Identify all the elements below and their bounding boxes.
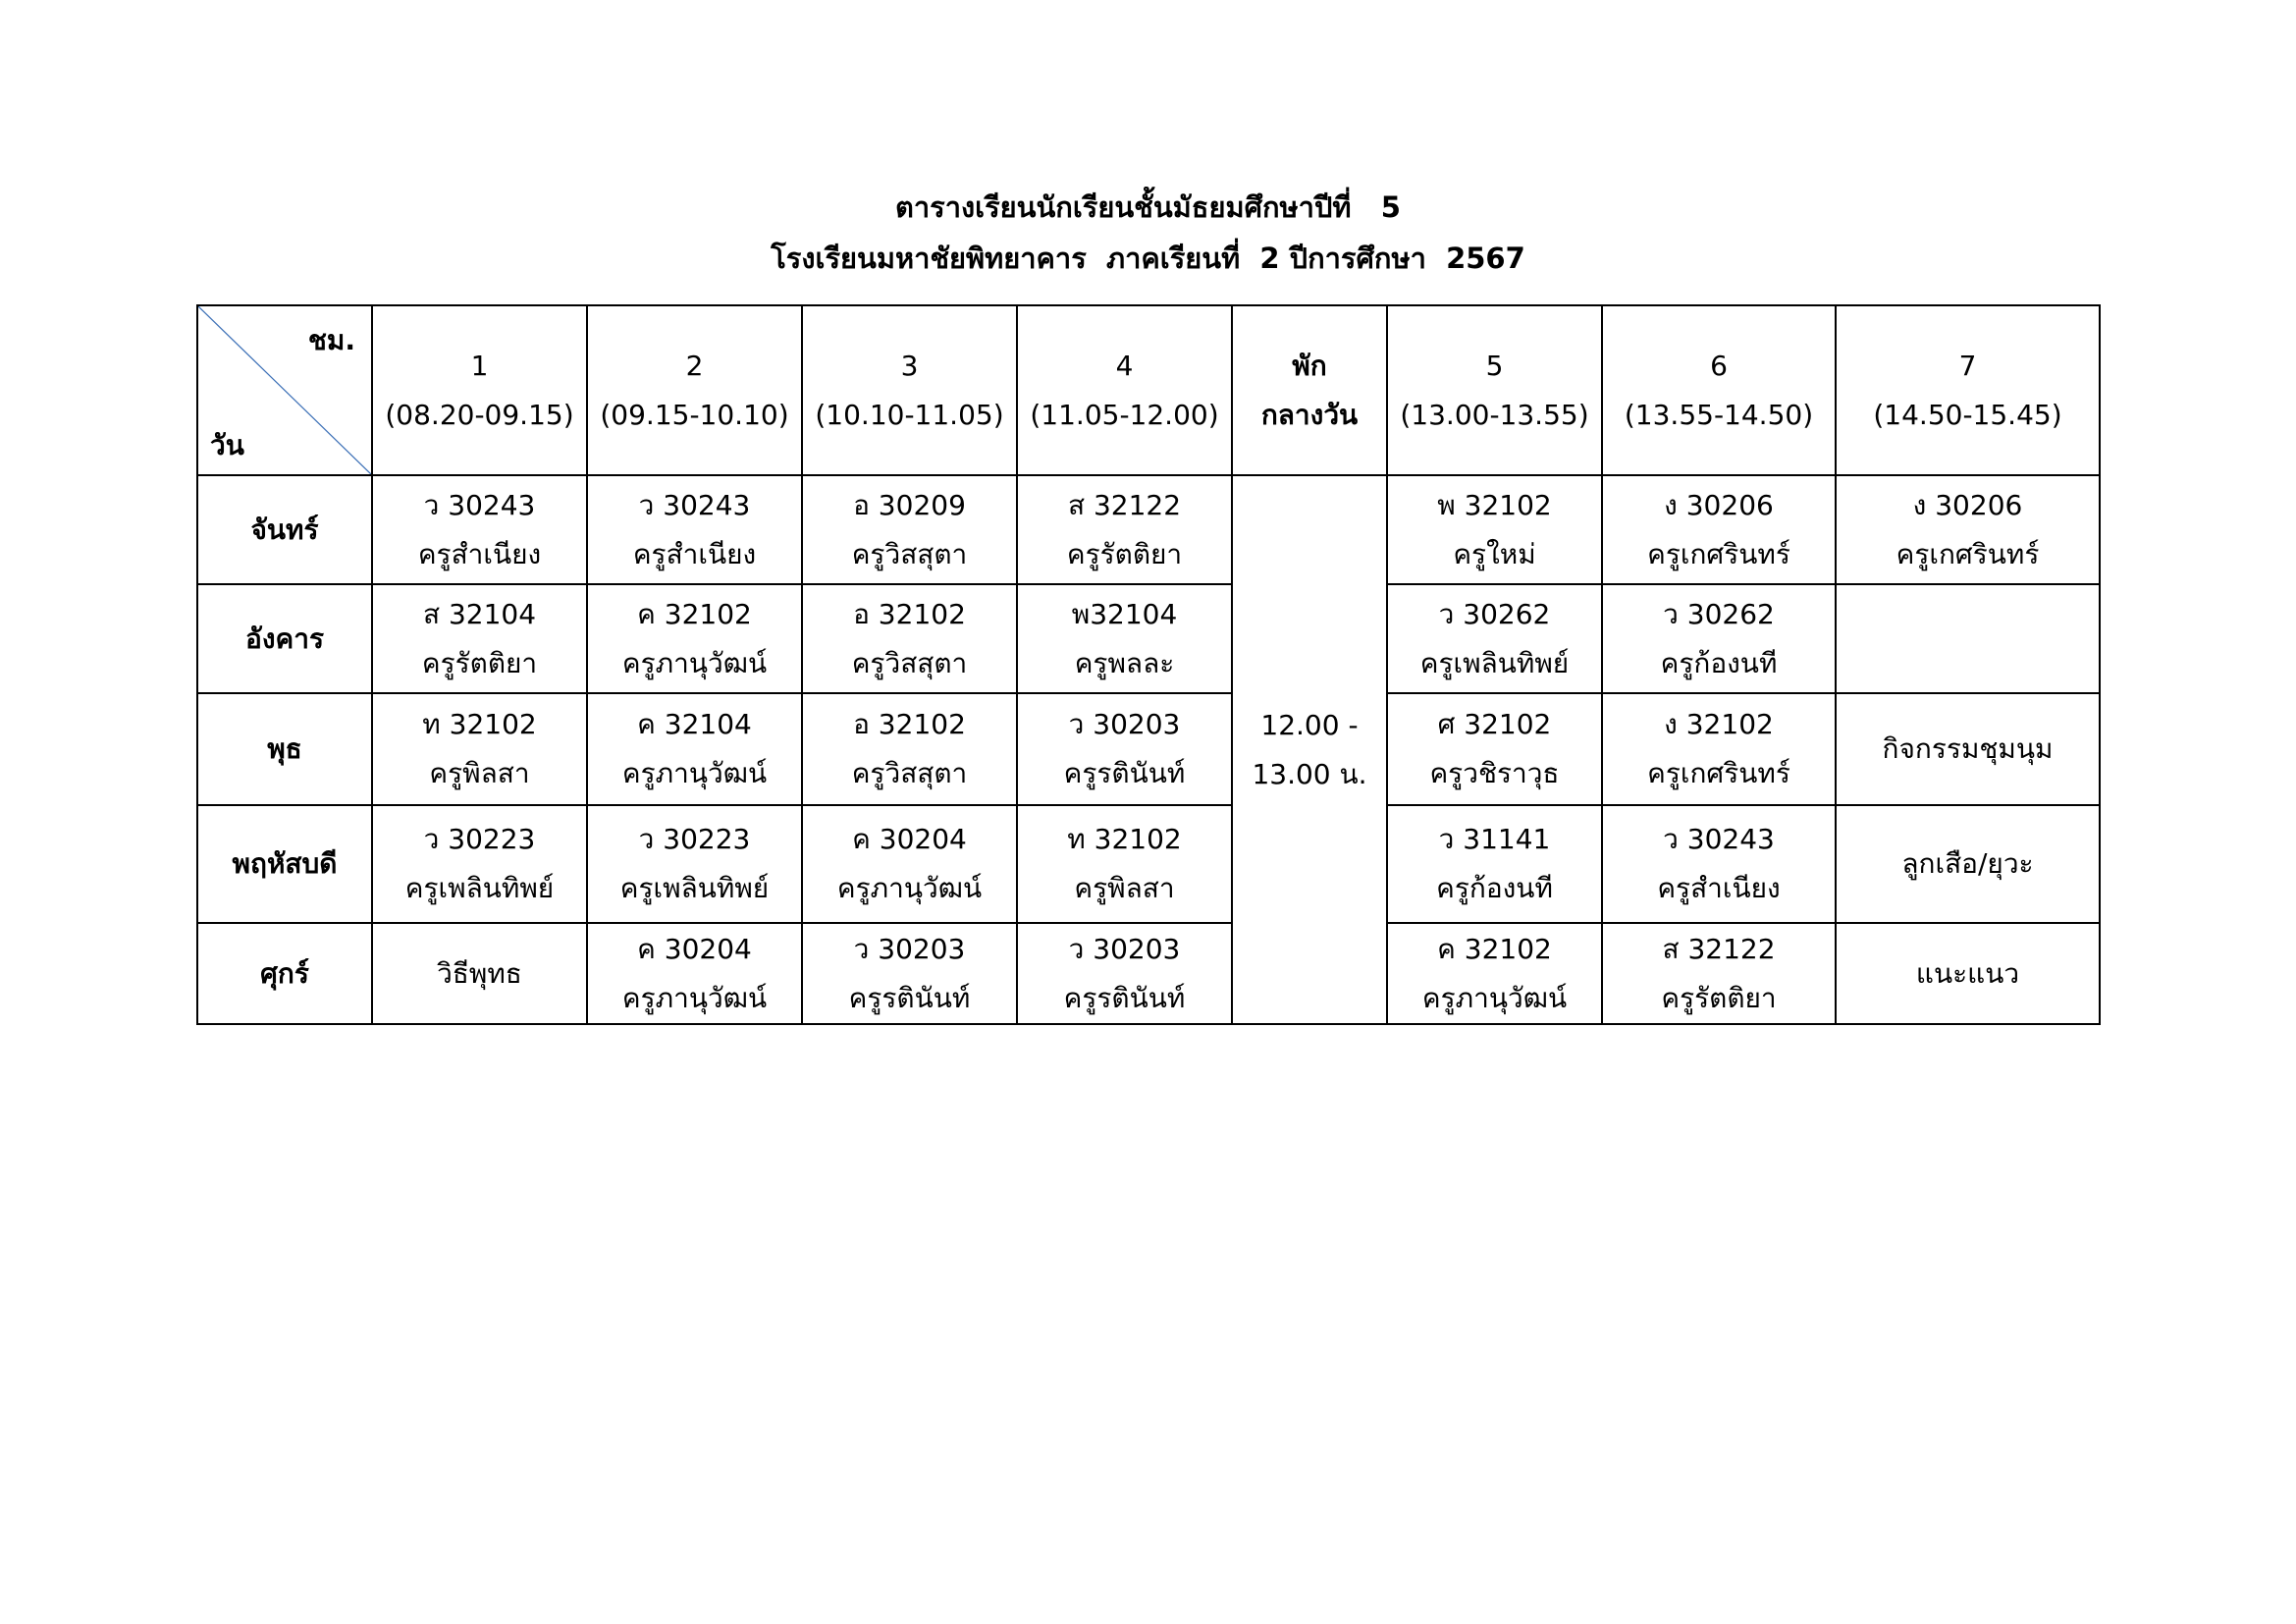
period-number: 2: [685, 349, 704, 382]
teacher-name: ครูสำเนียง: [1657, 872, 1781, 904]
day-label: พฤหัสบดี: [197, 805, 372, 923]
teacher-name: ครูใหม่: [1453, 537, 1536, 570]
class-cell: [1017, 584, 1232, 693]
class-cell-empty: [1836, 584, 2100, 693]
class-cell: [802, 475, 1017, 584]
subject-code: ท 32102: [422, 708, 537, 740]
day-row-friday: [197, 923, 2100, 1024]
subject-code: ว 30203: [1068, 708, 1181, 740]
teacher-name: ครูภานุวัฒน์: [1421, 981, 1568, 1014]
teacher-name: ครูพลละ: [1074, 646, 1175, 679]
day-row-thursday: [197, 805, 2100, 923]
teacher-name: ครูรตินันท์: [848, 981, 971, 1014]
teacher-name: ครูเพลินทิพย์: [404, 872, 555, 904]
timetable: [196, 304, 2101, 1025]
subject-code: ค 30204: [637, 932, 752, 965]
period-header-1: [372, 305, 587, 475]
period-header-3: [802, 305, 1017, 475]
teacher-name: ครูเกศรินทร์: [1647, 757, 1790, 789]
period-time: (11.05-12.00): [1030, 398, 1219, 431]
subject-code: ว 30262: [1663, 597, 1775, 630]
class-cell: [1017, 475, 1232, 584]
subject-code: อ 30209: [853, 488, 966, 521]
period-time: (10.10-11.05): [815, 398, 1004, 431]
subject-code: ว 30203: [853, 932, 966, 965]
subject-code: อ 32102: [853, 597, 966, 630]
subject-code: ง 30206: [1664, 488, 1774, 521]
subject-code: ส 32122: [1067, 488, 1182, 521]
teacher-name: ครูวชิราวุธ: [1429, 757, 1560, 789]
period-time: (13.55-14.50): [1624, 398, 1814, 431]
class-cell: [1387, 475, 1602, 584]
subject-code: ค 30204: [852, 823, 967, 855]
subject-code: ส 32122: [1662, 932, 1776, 965]
period-number: 7: [1958, 349, 1977, 382]
day-label: อังคาร: [197, 584, 372, 693]
class-cell: [1387, 584, 1602, 693]
class-cell: [802, 805, 1017, 923]
header-row: [197, 305, 2100, 475]
activity-name: วิธีพุทธ: [437, 956, 522, 990]
teacher-name: ครูพิลสา: [1074, 872, 1175, 904]
corner-header-cell: [197, 305, 372, 475]
teacher-name: ครูสำเนียง: [632, 537, 757, 570]
class-cell: [1387, 693, 1602, 805]
subject-code: ว 30223: [423, 823, 536, 855]
class-cell: [1602, 923, 1836, 1024]
class-cell: [372, 805, 587, 923]
class-cell: [1387, 805, 1602, 923]
period-header-4: [1017, 305, 1232, 475]
class-cell: [372, 584, 587, 693]
subject-code: ง 30206: [1912, 488, 2023, 521]
period-number: 1: [470, 349, 489, 382]
day-label: ศุกร์: [197, 923, 372, 1024]
class-cell: [1602, 584, 1836, 693]
class-cell: [802, 693, 1017, 805]
class-cell: [587, 923, 802, 1024]
teacher-name: ครูก้องนที: [1436, 872, 1553, 904]
teacher-name: ครูภานุวัฒน์: [836, 872, 983, 904]
teacher-name: ครูเพลินทิพย์: [1419, 646, 1570, 679]
subject-code: ค 32102: [1437, 932, 1552, 965]
teacher-name: ครูเกศรินทร์: [1647, 537, 1790, 570]
lunch-label-2: กลางวัน: [1260, 398, 1359, 431]
activity-cell: [1836, 693, 2100, 805]
activity-name: ลูกเสือ/ยุวะ: [1901, 847, 2034, 880]
day-label: พุธ: [197, 693, 372, 805]
day-row-monday: [197, 475, 2100, 584]
subject-code: ว 30243: [423, 488, 536, 521]
teacher-name: ครูเพลินทิพย์: [619, 872, 770, 904]
corner-hours-label: ชม.: [307, 324, 355, 356]
class-cell: [1836, 475, 2100, 584]
lunch-break-cell: [1232, 475, 1387, 1024]
teacher-name: ครูภานุวัฒน์: [621, 757, 768, 789]
teacher-name: ครูรัตติยา: [421, 646, 538, 679]
period-number: 4: [1115, 349, 1134, 382]
class-cell: [587, 805, 802, 923]
teacher-name: ครูภานุวัฒน์: [621, 646, 768, 679]
teacher-name: ครูรตินันท์: [1063, 981, 1186, 1014]
title-line-1: ตารางเรียนนักเรียนชั้นมัธยมศึกษาปีที่ 5: [895, 190, 1401, 224]
class-cell: [1387, 923, 1602, 1024]
class-cell: [372, 475, 587, 584]
period-time: (13.00-13.55): [1400, 398, 1589, 431]
class-cell: [1017, 693, 1232, 805]
lunch-label: พัก: [1292, 349, 1327, 382]
period-header-6: [1602, 305, 1836, 475]
subject-code: ค 32104: [637, 708, 752, 740]
period-time: (08.20-09.15): [385, 398, 574, 431]
subject-code: ส 32104: [422, 597, 537, 630]
teacher-name: ครูวิสสุตา: [851, 757, 968, 789]
class-cell: [802, 923, 1017, 1024]
class-cell: [1602, 475, 1836, 584]
day-row-wednesday: [197, 693, 2100, 805]
class-cell: [587, 475, 802, 584]
class-cell: [1602, 805, 1836, 923]
class-cell: [587, 584, 802, 693]
class-cell: [802, 584, 1017, 693]
subject-code: ว 30243: [1663, 823, 1775, 855]
teacher-name: ครูเกศรินทร์: [1896, 537, 2040, 570]
subject-code: อ 32102: [853, 708, 966, 740]
subject-code: ว 30262: [1438, 597, 1551, 630]
period-header-5: [1387, 305, 1602, 475]
corner-day-label: วัน: [210, 429, 244, 461]
teacher-name: ครูรตินันท์: [1063, 757, 1186, 789]
teacher-name: ครูภานุวัฒน์: [621, 981, 768, 1014]
activity-cell: [1836, 805, 2100, 923]
activity-cell: [372, 923, 587, 1024]
activity-name: กิจกรรมชุมนุม: [1882, 732, 2054, 765]
class-cell: [372, 693, 587, 805]
subject-code: ง 32102: [1664, 708, 1774, 740]
activity-cell: [1836, 923, 2100, 1024]
title-line-2: โรงเรียนมหาชัยพิทยาคาร ภาคเรียนที่ 2 ปีการศึกษา 2567: [771, 242, 1525, 275]
period-number: 3: [900, 349, 919, 382]
class-cell: [1602, 693, 1836, 805]
class-cell: [1017, 805, 1232, 923]
teacher-name: ครูรัตติยา: [1066, 537, 1183, 570]
teacher-name: ครูสำเนียง: [417, 537, 542, 570]
subject-code: ว 30243: [638, 488, 751, 521]
teacher-name: ครูรัตติยา: [1661, 981, 1777, 1014]
period-time: (14.50-15.45): [1873, 398, 2062, 431]
subject-code: ว 30203: [1068, 932, 1181, 965]
subject-code: ว 30223: [638, 823, 751, 855]
period-time: (09.15-10.10): [600, 398, 789, 431]
day-label: จันทร์: [197, 475, 372, 584]
subject-code: ว 31141: [1438, 823, 1551, 855]
period-header-7: [1836, 305, 2100, 475]
subject-code: พ32104: [1071, 597, 1178, 630]
period-header-2: [587, 305, 802, 475]
teacher-name: ครูก้องนที: [1660, 646, 1778, 679]
activity-name: แนะแนว: [1915, 956, 2020, 990]
day-row-tuesday: [197, 584, 2100, 693]
lunch-time-start: 12.00 -: [1260, 708, 1359, 741]
subject-code: ท 32102: [1067, 823, 1182, 855]
teacher-name: ครูพิลสา: [429, 757, 530, 789]
lunch-time-end: 13.00 น.: [1252, 757, 1367, 790]
subject-code: พ 32102: [1437, 488, 1552, 521]
teacher-name: ครูวิสสุตา: [851, 537, 968, 570]
subject-code: ค 32102: [637, 597, 752, 630]
subject-code: ศ 32102: [1437, 708, 1552, 740]
teacher-name: ครูวิสสุตา: [851, 646, 968, 679]
lunch-header: [1232, 305, 1387, 475]
class-cell: [587, 693, 802, 805]
period-number: 6: [1710, 349, 1728, 382]
class-cell: [1017, 923, 1232, 1024]
period-number: 5: [1485, 349, 1504, 382]
